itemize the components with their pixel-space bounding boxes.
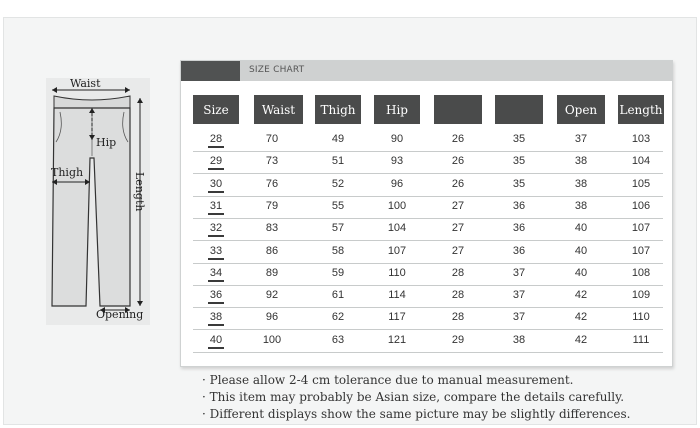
size-value: 30 [209, 177, 223, 190]
size-underline [208, 168, 224, 170]
table-row [193, 263, 663, 286]
measurement-cell: 105 [631, 177, 651, 190]
measurement-cell: 26 [451, 133, 465, 145]
measurement-cell: 38 [574, 155, 588, 168]
measurement-cell: 96 [265, 311, 279, 324]
measurement-cell: 62 [331, 311, 345, 324]
measurement-cell: 38 [512, 333, 526, 346]
measurement-cell: 40 [574, 244, 588, 257]
measurement-cell: 26 [451, 155, 465, 168]
measurement-cell: 37 [574, 133, 588, 145]
measurement-cell: 83 [265, 222, 279, 235]
header-length: Length [618, 95, 664, 124]
size-underline [208, 191, 224, 193]
waist-label: Waist [70, 77, 101, 90]
size-value: 33 [209, 244, 223, 257]
measurement-cell: 52 [331, 177, 345, 190]
measurement-cell: 93 [390, 155, 404, 168]
measurement-cell: 42 [574, 333, 588, 346]
size-underline [208, 213, 224, 215]
table-row [193, 174, 663, 197]
chart-title: SIZE CHART [249, 65, 305, 75]
measurement-cell: 89 [265, 266, 279, 279]
measurement-cell: 63 [331, 333, 345, 346]
thigh-label: Thigh [51, 166, 84, 179]
size-underline [208, 324, 224, 326]
measurement-cell: 108 [631, 266, 651, 279]
measurement-cell: 61 [331, 289, 345, 302]
measurement-cell: 121 [387, 333, 407, 346]
measurement-cell: 117 [388, 311, 406, 324]
measurement-cell: 79 [265, 199, 279, 212]
measurement-cell: 27 [451, 222, 465, 235]
size-value: 29 [209, 155, 223, 168]
notes [202, 372, 630, 423]
measurement-cell: 37 [512, 289, 526, 302]
length-label: Length [133, 172, 146, 212]
table-row [193, 196, 663, 219]
measurement-cell: 100 [387, 199, 407, 212]
measurement-cell: 73 [265, 155, 279, 168]
measurement-cell: 110 [632, 311, 650, 324]
size-value: 40 [209, 333, 223, 346]
measurement-cell: 96 [390, 177, 404, 190]
measurement-cell: 57 [331, 222, 345, 235]
size-value: 38 [209, 311, 223, 324]
table-row [193, 307, 663, 330]
measurement-cell: 40 [574, 222, 588, 235]
size-value: 28 [209, 133, 223, 145]
measurement-cell: 36 [512, 222, 526, 235]
measurement-cell: 42 [574, 289, 588, 302]
size-underline [208, 146, 224, 148]
measurement-cell: 107 [387, 244, 407, 257]
measurement-cell: 35 [512, 133, 526, 145]
measurement-cell: 107 [631, 222, 651, 235]
size-underline [208, 347, 224, 349]
table-row [193, 285, 663, 308]
size-value: 34 [209, 266, 223, 279]
chart-title-bar [181, 61, 672, 81]
measurement-cell: 90 [390, 133, 404, 145]
measurement-cell: 38 [574, 177, 588, 190]
table-row [193, 241, 663, 264]
header-thigh: Thigh [315, 95, 361, 124]
measurement-cell: 35 [512, 177, 526, 190]
hip-label: Hip [96, 136, 117, 149]
measurement-cell: 110 [388, 266, 406, 279]
measurement-cell: 103 [631, 133, 651, 145]
size-underline [208, 302, 224, 304]
measurement-cell: 26 [451, 177, 465, 190]
measurement-cell: 92 [265, 289, 279, 302]
size-underline [208, 280, 224, 282]
measurement-cell: 36 [512, 199, 526, 212]
measurement-cell: 38 [574, 199, 588, 212]
measurement-cell: 106 [631, 199, 651, 212]
size-chart-panel [180, 60, 673, 367]
measurement-cell: 114 [388, 289, 406, 302]
header-hip: Hip [374, 95, 420, 124]
measurement-cell: 58 [331, 244, 345, 257]
table-row [193, 129, 663, 152]
measurement-cell: 37 [512, 311, 526, 324]
measurement-cell: 59 [331, 266, 345, 279]
measurement-cell: 107 [631, 244, 651, 257]
measurement-cell: 28 [451, 311, 465, 324]
measurement-cell: 37 [512, 266, 526, 279]
measurement-cell: 100 [262, 333, 282, 346]
measurement-cell: 70 [265, 133, 279, 145]
measurement-cell: 76 [265, 177, 279, 190]
measurement-cell: 40 [574, 266, 588, 279]
measurement-cell: 49 [331, 133, 345, 145]
size-value: 32 [209, 222, 223, 235]
measurement-cell: 27 [451, 199, 465, 212]
header-waist: Waist [254, 95, 303, 124]
measurement-cell: 86 [265, 244, 279, 257]
header-open: Open [557, 95, 605, 124]
measurement-cell: 29 [451, 333, 465, 346]
table-row [193, 218, 663, 241]
size-value: 36 [209, 289, 223, 302]
header-blank-2 [495, 95, 543, 124]
measurement-cell: 42 [574, 311, 588, 324]
header-size: Size [193, 95, 239, 124]
size-value: 31 [209, 199, 223, 212]
note-tolerance: · Please allow 2-4 cm tolerance due to manual measurement. [202, 373, 574, 387]
note-asian-size: · This item may probably be Asian size, compare the details carefully. [202, 390, 625, 404]
measurement-cell: 36 [512, 244, 526, 257]
measurement-cell: 55 [331, 199, 345, 212]
measurement-cell: 28 [451, 289, 465, 302]
measurement-cell: 104 [631, 155, 651, 168]
note-display: · Different displays show the same picture may be slightly differences. [202, 407, 631, 421]
header-blank-1 [434, 95, 482, 124]
size-underline [208, 235, 224, 237]
table-row [193, 330, 663, 353]
measurement-cell: 28 [451, 266, 465, 279]
measurement-cell: 104 [387, 222, 407, 235]
opening-label: Opening [96, 308, 144, 321]
title-bar-accent [181, 61, 240, 81]
measurement-cell: 27 [451, 244, 465, 257]
size-underline [208, 258, 224, 260]
measurement-cell: 109 [631, 289, 651, 302]
measurement-cell: 111 [632, 333, 650, 346]
measurement-cell: 35 [512, 155, 526, 168]
table-row [193, 151, 663, 174]
measurement-cell: 51 [331, 155, 345, 168]
